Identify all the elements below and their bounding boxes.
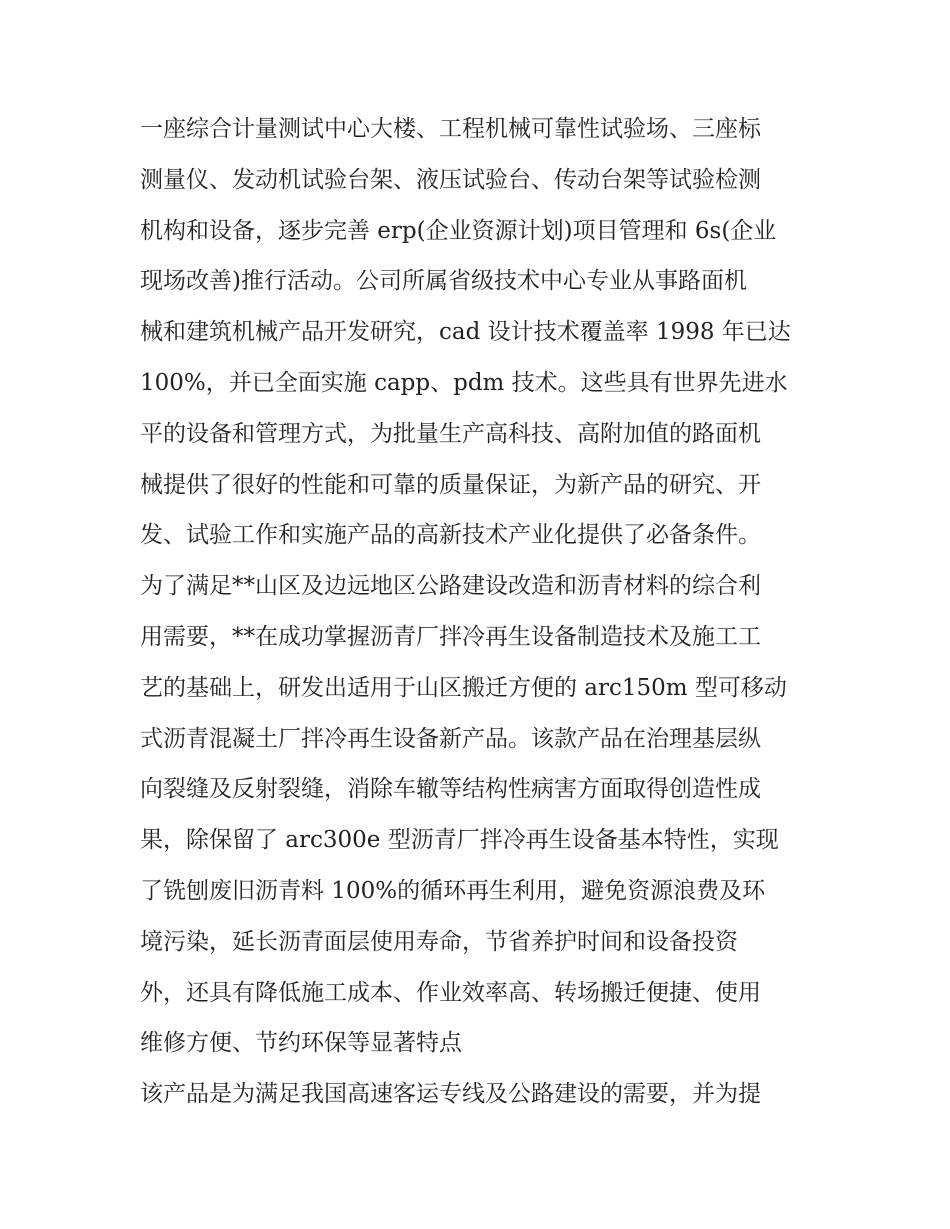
text-line: 外，还具有降低施工成本、作业效率高、转场搬迁便捷、使用: [140, 979, 761, 1006]
text-line: 发、试验工作和实施产品的高新技术产业化提供了必备条件。: [140, 522, 761, 549]
text-line: 向裂缝及反射裂缝，消除车辙等结构性病害方面取得创造性成: [140, 776, 761, 803]
text-line: 械提供了很好的性能和可靠的质量保证，为新产品的研究、开: [140, 471, 761, 498]
text-line: 为了满足**山区及边远地区公路建设改造和沥青材料的综合利: [140, 573, 761, 600]
text-line: 果，除保留了 arc300e 型沥青厂拌冷再生设备基本特性，实现: [140, 827, 779, 854]
text-line: 一座综合计量测试中心大楼、工程机械可靠性试验场、三座标: [140, 116, 761, 142]
text-line: 了铣刨废旧沥青料 100%的循环再生利用，避免资源浪费及环: [140, 877, 766, 904]
text-line: 械和建筑机械产品开发研究，cad 设计技术覆盖率 1998 年已达: [140, 319, 791, 346]
text-line: 式沥青混凝土厂拌冷再生设备新产品。该款产品在治理基层纵: [140, 725, 761, 752]
text-line: 机构和设备，逐步完善 erp(企业资源计划)项目管理和 6s(企业: [140, 217, 777, 244]
text-line: 现场改善)推行活动。公司所属省级技术中心专业从事路面机: [140, 268, 747, 295]
text-line: 境污染，延长沥青面层使用寿命，节省养护时间和设备投资: [140, 928, 738, 955]
text-line: 用需要，**在成功掌握沥青厂拌冷再生设备制造技术及施工工: [140, 623, 761, 650]
text-line: 维修方便、节约环保等显著特点: [140, 1030, 462, 1057]
text-line: 该产品是为满足我国高速客运专线及公路建设的需要，并为提: [140, 1081, 761, 1108]
text-line: 平的设备和管理方式，为批量生产高科技、高附加值的路面机: [140, 420, 761, 447]
text-line: 测量仪、发动机试验台架、液压试验台、传动台架等试验检测: [140, 166, 761, 193]
text-line: 100%，并已全面实施 capp、pdm 技术。这些具有世界先进水: [140, 369, 788, 396]
text-line: 艺的基础上，研发出适用于山区搬迁方便的 arc150m 型可移动: [140, 674, 787, 701]
body-text: [140, 104, 820, 1120]
